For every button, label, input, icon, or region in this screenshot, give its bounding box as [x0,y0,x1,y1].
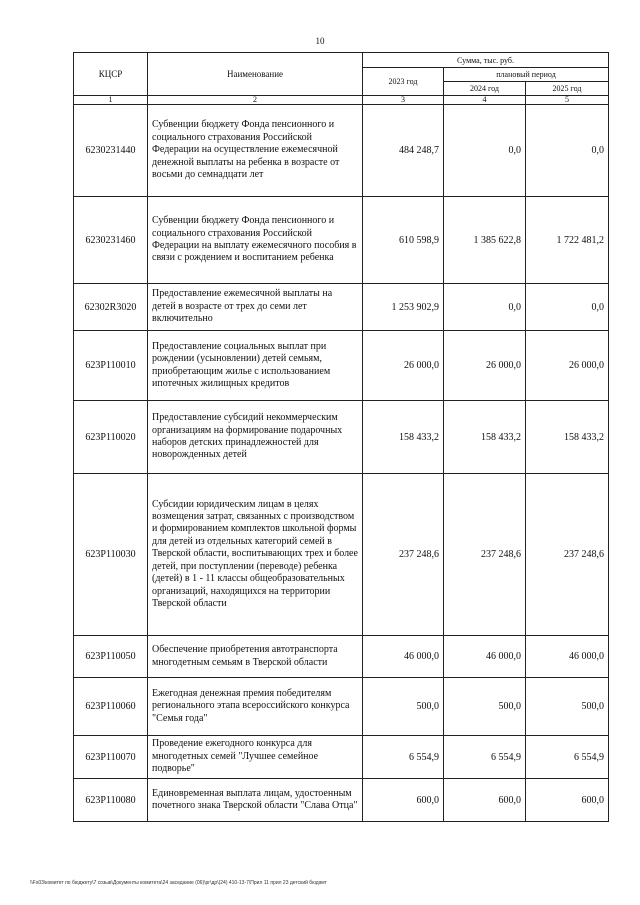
file-path-footer: \\Fs03\комитет по бюджету\7 созыв\Документы комитета\24 заседание (06)\рг\др\(24) 410-13-7\Прил 11 прил 23 детский бюджет [30,880,327,886]
value-2024: 1 385 622,8 [444,197,526,284]
value-2023: 484 248,7 [363,105,444,197]
value-2024: 26 000,0 [444,331,526,401]
header-name: Наименование [148,53,363,96]
value-2024: 500,0 [444,678,526,736]
table-row [74,636,609,678]
table-row [74,105,609,197]
value-2025: 0,0 [526,105,609,197]
table-row [74,284,609,331]
header-year-2024: 2024 год [444,82,526,96]
column-index: 5 [526,96,609,105]
row-name: Единовременная выплата лицам, удостоенным почетного знака Тверской области "Слава Отца" [148,779,363,822]
value-2023: 610 598,9 [363,197,444,284]
row-code: 6230231440 [74,105,148,197]
row-name: Предоставление ежемесячной выплаты на детей в возрасте от трех до семи лет включительно [148,284,363,331]
row-name: Предоставление социальных выплат при рождении (усыновлении) детей семьям, приобретающим жилье с использованием ипотечных жилищных кредитов [148,331,363,401]
value-2024: 237 248,6 [444,474,526,636]
value-2025: 0,0 [526,284,609,331]
value-2024: 6 554,9 [444,736,526,779]
row-code: 623P110050 [74,636,148,678]
value-2023: 6 554,9 [363,736,444,779]
value-2024: 600,0 [444,779,526,822]
row-code: 623P110070 [74,736,148,779]
value-2024: 0,0 [444,284,526,331]
value-2023: 237 248,6 [363,474,444,636]
column-index: 2 [148,96,363,105]
row-name: Субвенции бюджету Фонда пенсионного и социального страхования Российской Федерации на выплату ежемесячного пособия в связи с рождением и воспитанием ребенка [148,197,363,284]
row-code: 623P110020 [74,401,148,474]
table-row [74,401,609,474]
value-2024: 158 433,2 [444,401,526,474]
table-row [74,736,609,779]
value-2024: 0,0 [444,105,526,197]
table-row [74,331,609,401]
header-planned-period: плановый период [444,68,609,82]
table-row [74,678,609,736]
budget-table [73,52,609,822]
row-name: Субсидии юридическим лицам в целях возмещения затрат, связанных с производством и формированием комплектов школьной формы для детей из отдельных категорий семей в Тверской области, воспитывающих трех и более детей, при поступлении (переводе) ребенка (детей) в 1 - 11 классы общеобразовательных организаций, находящихся на территории Тверской области [148,474,363,636]
header-kcsr: КЦСР [74,53,148,96]
value-2025: 237 248,6 [526,474,609,636]
value-2025: 158 433,2 [526,401,609,474]
value-2025: 1 722 481,2 [526,197,609,284]
value-2025: 26 000,0 [526,331,609,401]
value-2023: 1 253 902,9 [363,284,444,331]
table-row [74,779,609,822]
value-2023: 500,0 [363,678,444,736]
value-2023: 26 000,0 [363,331,444,401]
value-2025: 46 000,0 [526,636,609,678]
header-year-2025: 2025 год [526,82,609,96]
row-name: Ежегодная денежная премия победителям регионального этапа всероссийского конкурса "Семья года" [148,678,363,736]
header-year-2023: 2023 год [363,68,444,96]
row-name: Предоставление субсидий некоммерческим организациям на формирование подарочных наборов детских принадлежностей для новорожденных детей [148,401,363,474]
value-2025: 500,0 [526,678,609,736]
row-name: Проведение ежегодного конкурса для многодетных семей "Лучшее семейное подворье" [148,736,363,779]
table-row [74,197,609,284]
row-name: Обеспечение приобретения автотранспорта многодетным семьям в Тверской области [148,636,363,678]
value-2025: 6 554,9 [526,736,609,779]
header-sum: Сумма, тыс. руб. [363,53,609,68]
row-code: 623P110060 [74,678,148,736]
row-code: 623P110030 [74,474,148,636]
table-row [74,474,609,636]
row-code: 6230231460 [74,197,148,284]
value-2023: 158 433,2 [363,401,444,474]
value-2023: 46 000,0 [363,636,444,678]
row-code: 62302R3020 [74,284,148,331]
value-2024: 46 000,0 [444,636,526,678]
row-code: 623P110080 [74,779,148,822]
value-2025: 600,0 [526,779,609,822]
row-name: Субвенции бюджету Фонда пенсионного и социального страхования Российской Федерации на осуществление ежемесячной денежной выплаты на ребенка в возрасте от восьми до семнадцати лет [148,105,363,197]
column-index: 4 [444,96,526,105]
page-number: 10 [315,36,325,46]
column-index: 1 [74,96,148,105]
value-2023: 600,0 [363,779,444,822]
row-code: 623P110010 [74,331,148,401]
column-index: 3 [363,96,444,105]
